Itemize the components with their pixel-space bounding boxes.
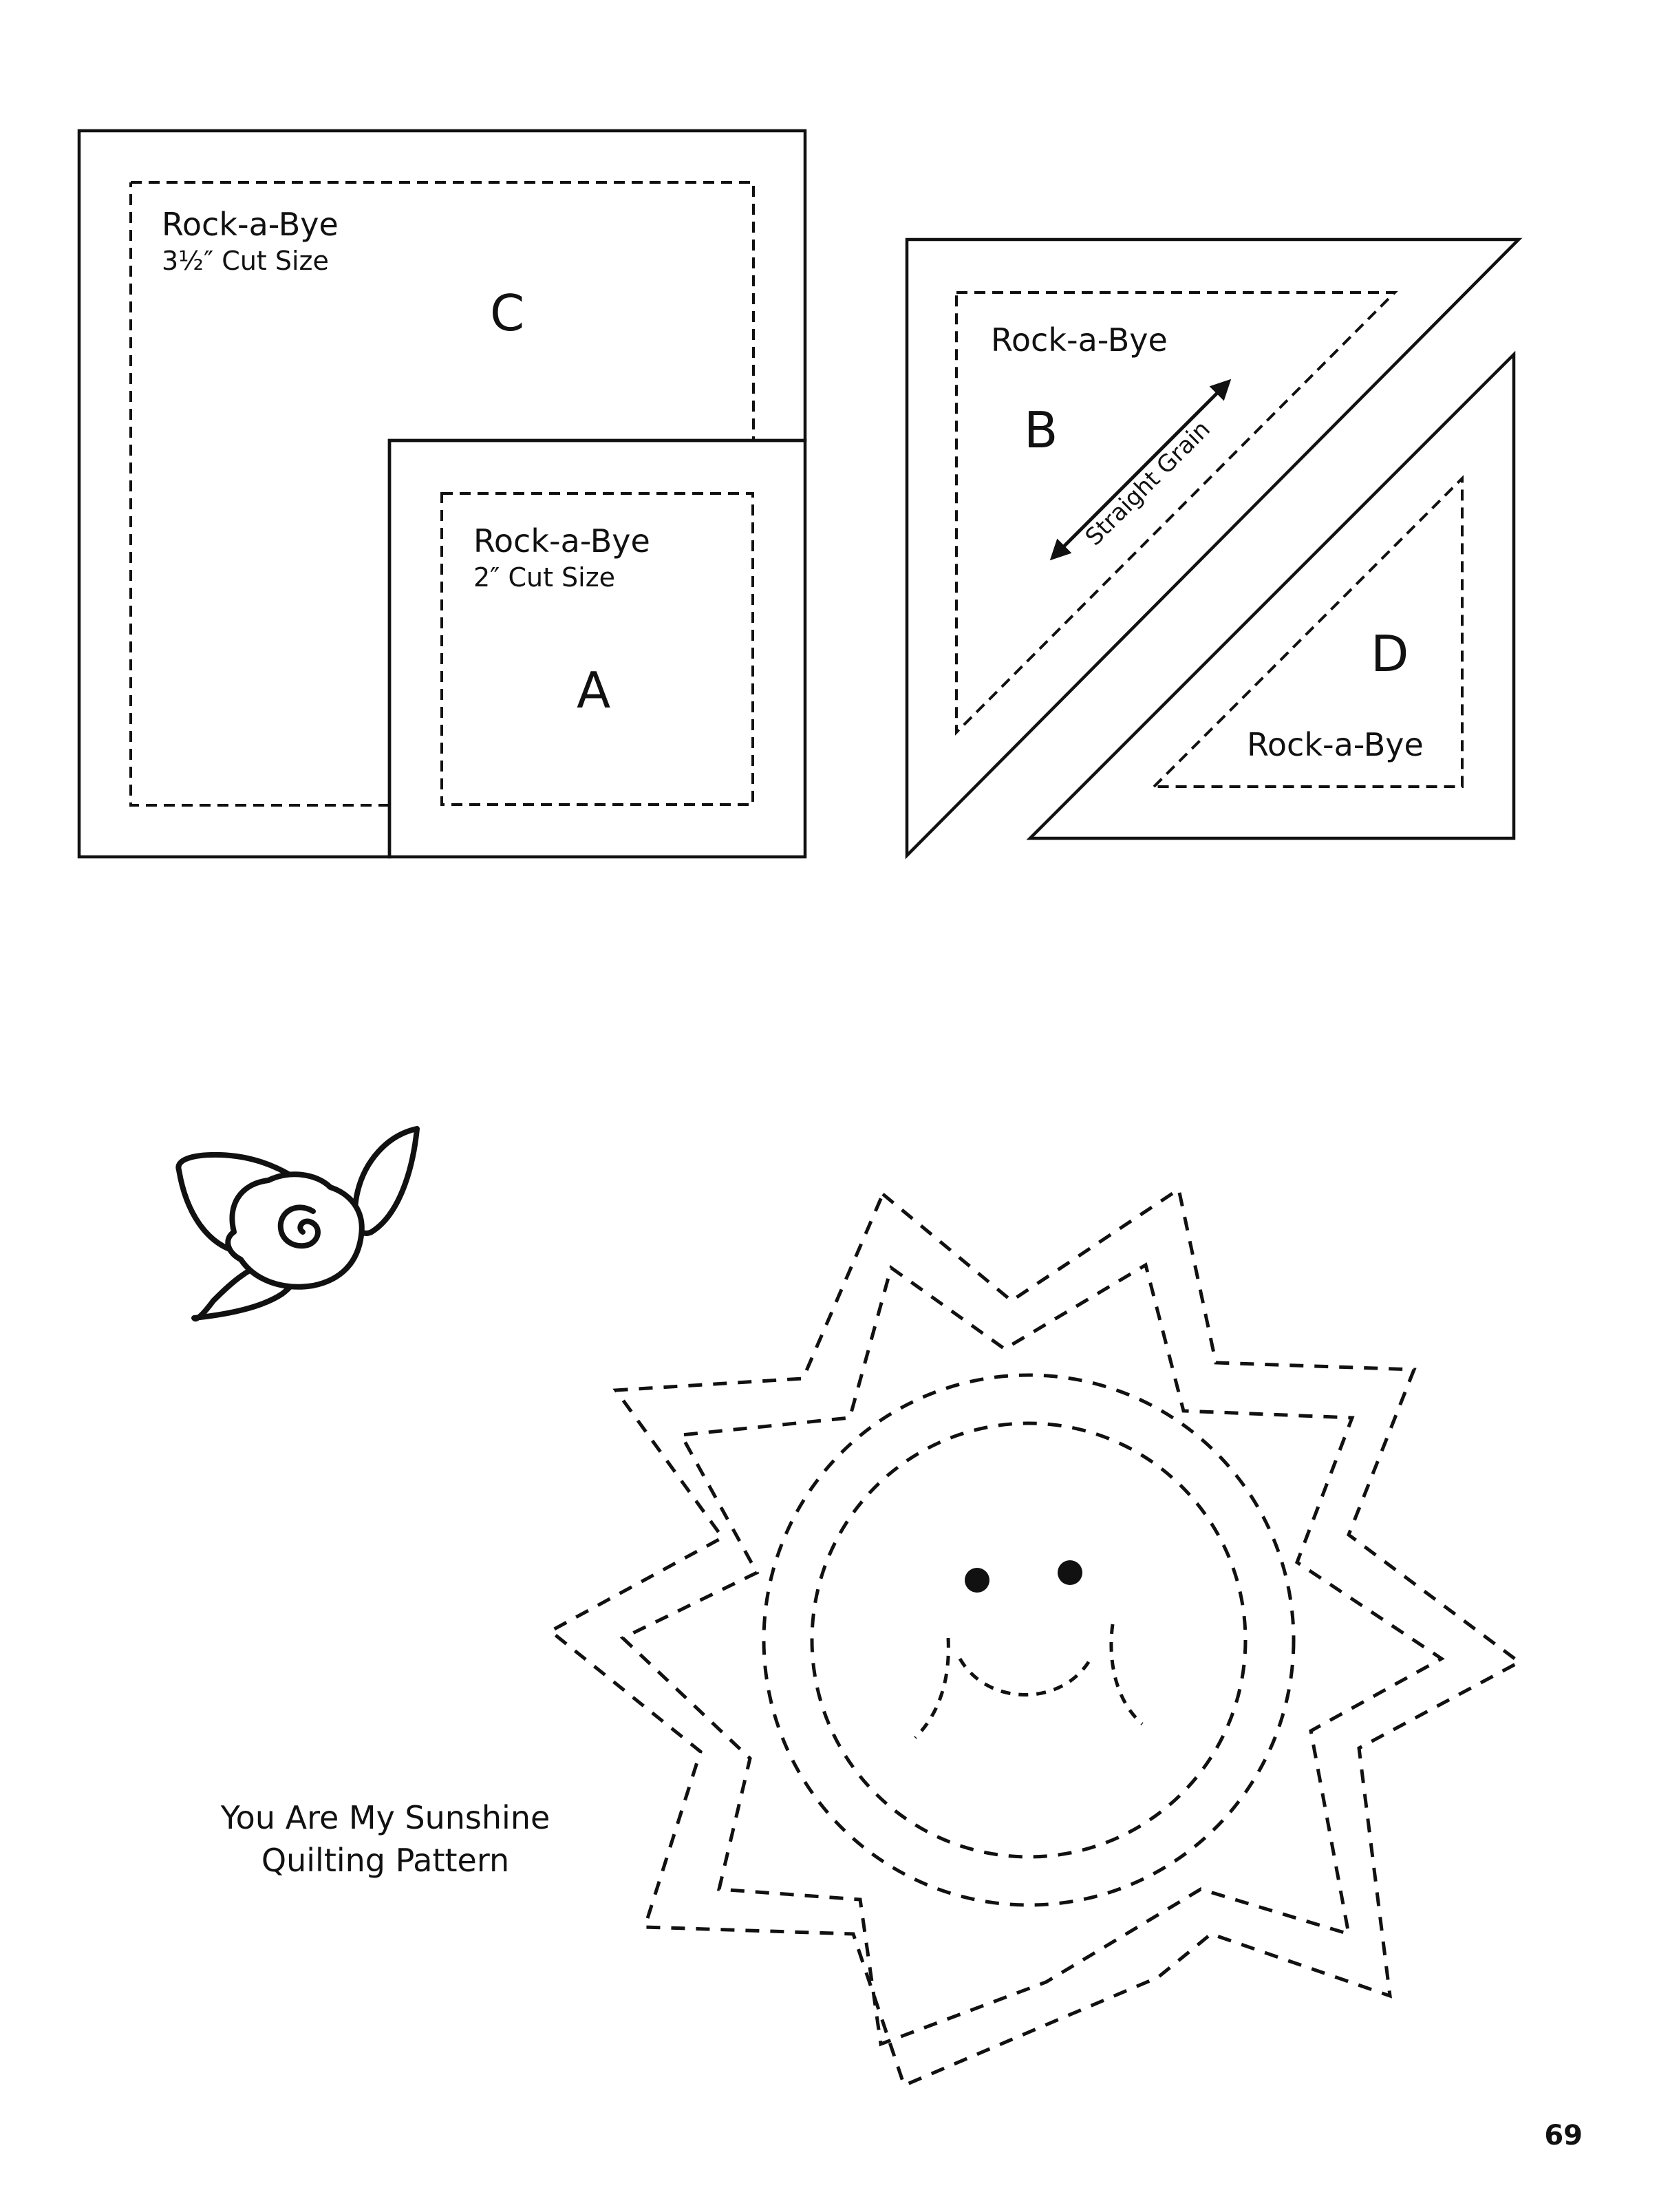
template-d — [1030, 354, 1514, 838]
template-c-size: 3½″ Cut Size — [162, 246, 329, 276]
template-d-letter: D — [1371, 625, 1409, 683]
template-d-name: Rock-a-Bye — [1247, 726, 1424, 763]
sunshine-caption — [179, 1796, 592, 1882]
template-b-grain-label: Straight Grain — [1080, 415, 1216, 551]
template-a — [389, 440, 805, 857]
page-number: 69 — [1544, 2120, 1583, 2151]
sun-left-eye — [965, 1568, 989, 1593]
sun-right-eye — [1058, 1560, 1082, 1585]
template-a-name: Rock-a-Bye — [473, 522, 650, 560]
sun-quilting-pattern-icon — [550, 1189, 1519, 2085]
caption-line-2: Quilting Pattern — [261, 1842, 510, 1879]
template-b-name: Rock-a-Bye — [991, 321, 1168, 359]
template-c-letter: C — [490, 284, 525, 342]
template-c-name: Rock-a-Bye — [162, 206, 339, 243]
template-a-letter: A — [577, 661, 611, 719]
template-b — [907, 240, 1519, 855]
caption-line-1: You Are My Sunshine — [220, 1799, 550, 1836]
template-a-size: 2″ Cut Size — [473, 562, 616, 593]
template-b-letter: B — [1024, 401, 1058, 459]
rose-motif-icon — [178, 1129, 417, 1319]
straight-grain-arrow-icon — [1053, 382, 1228, 557]
